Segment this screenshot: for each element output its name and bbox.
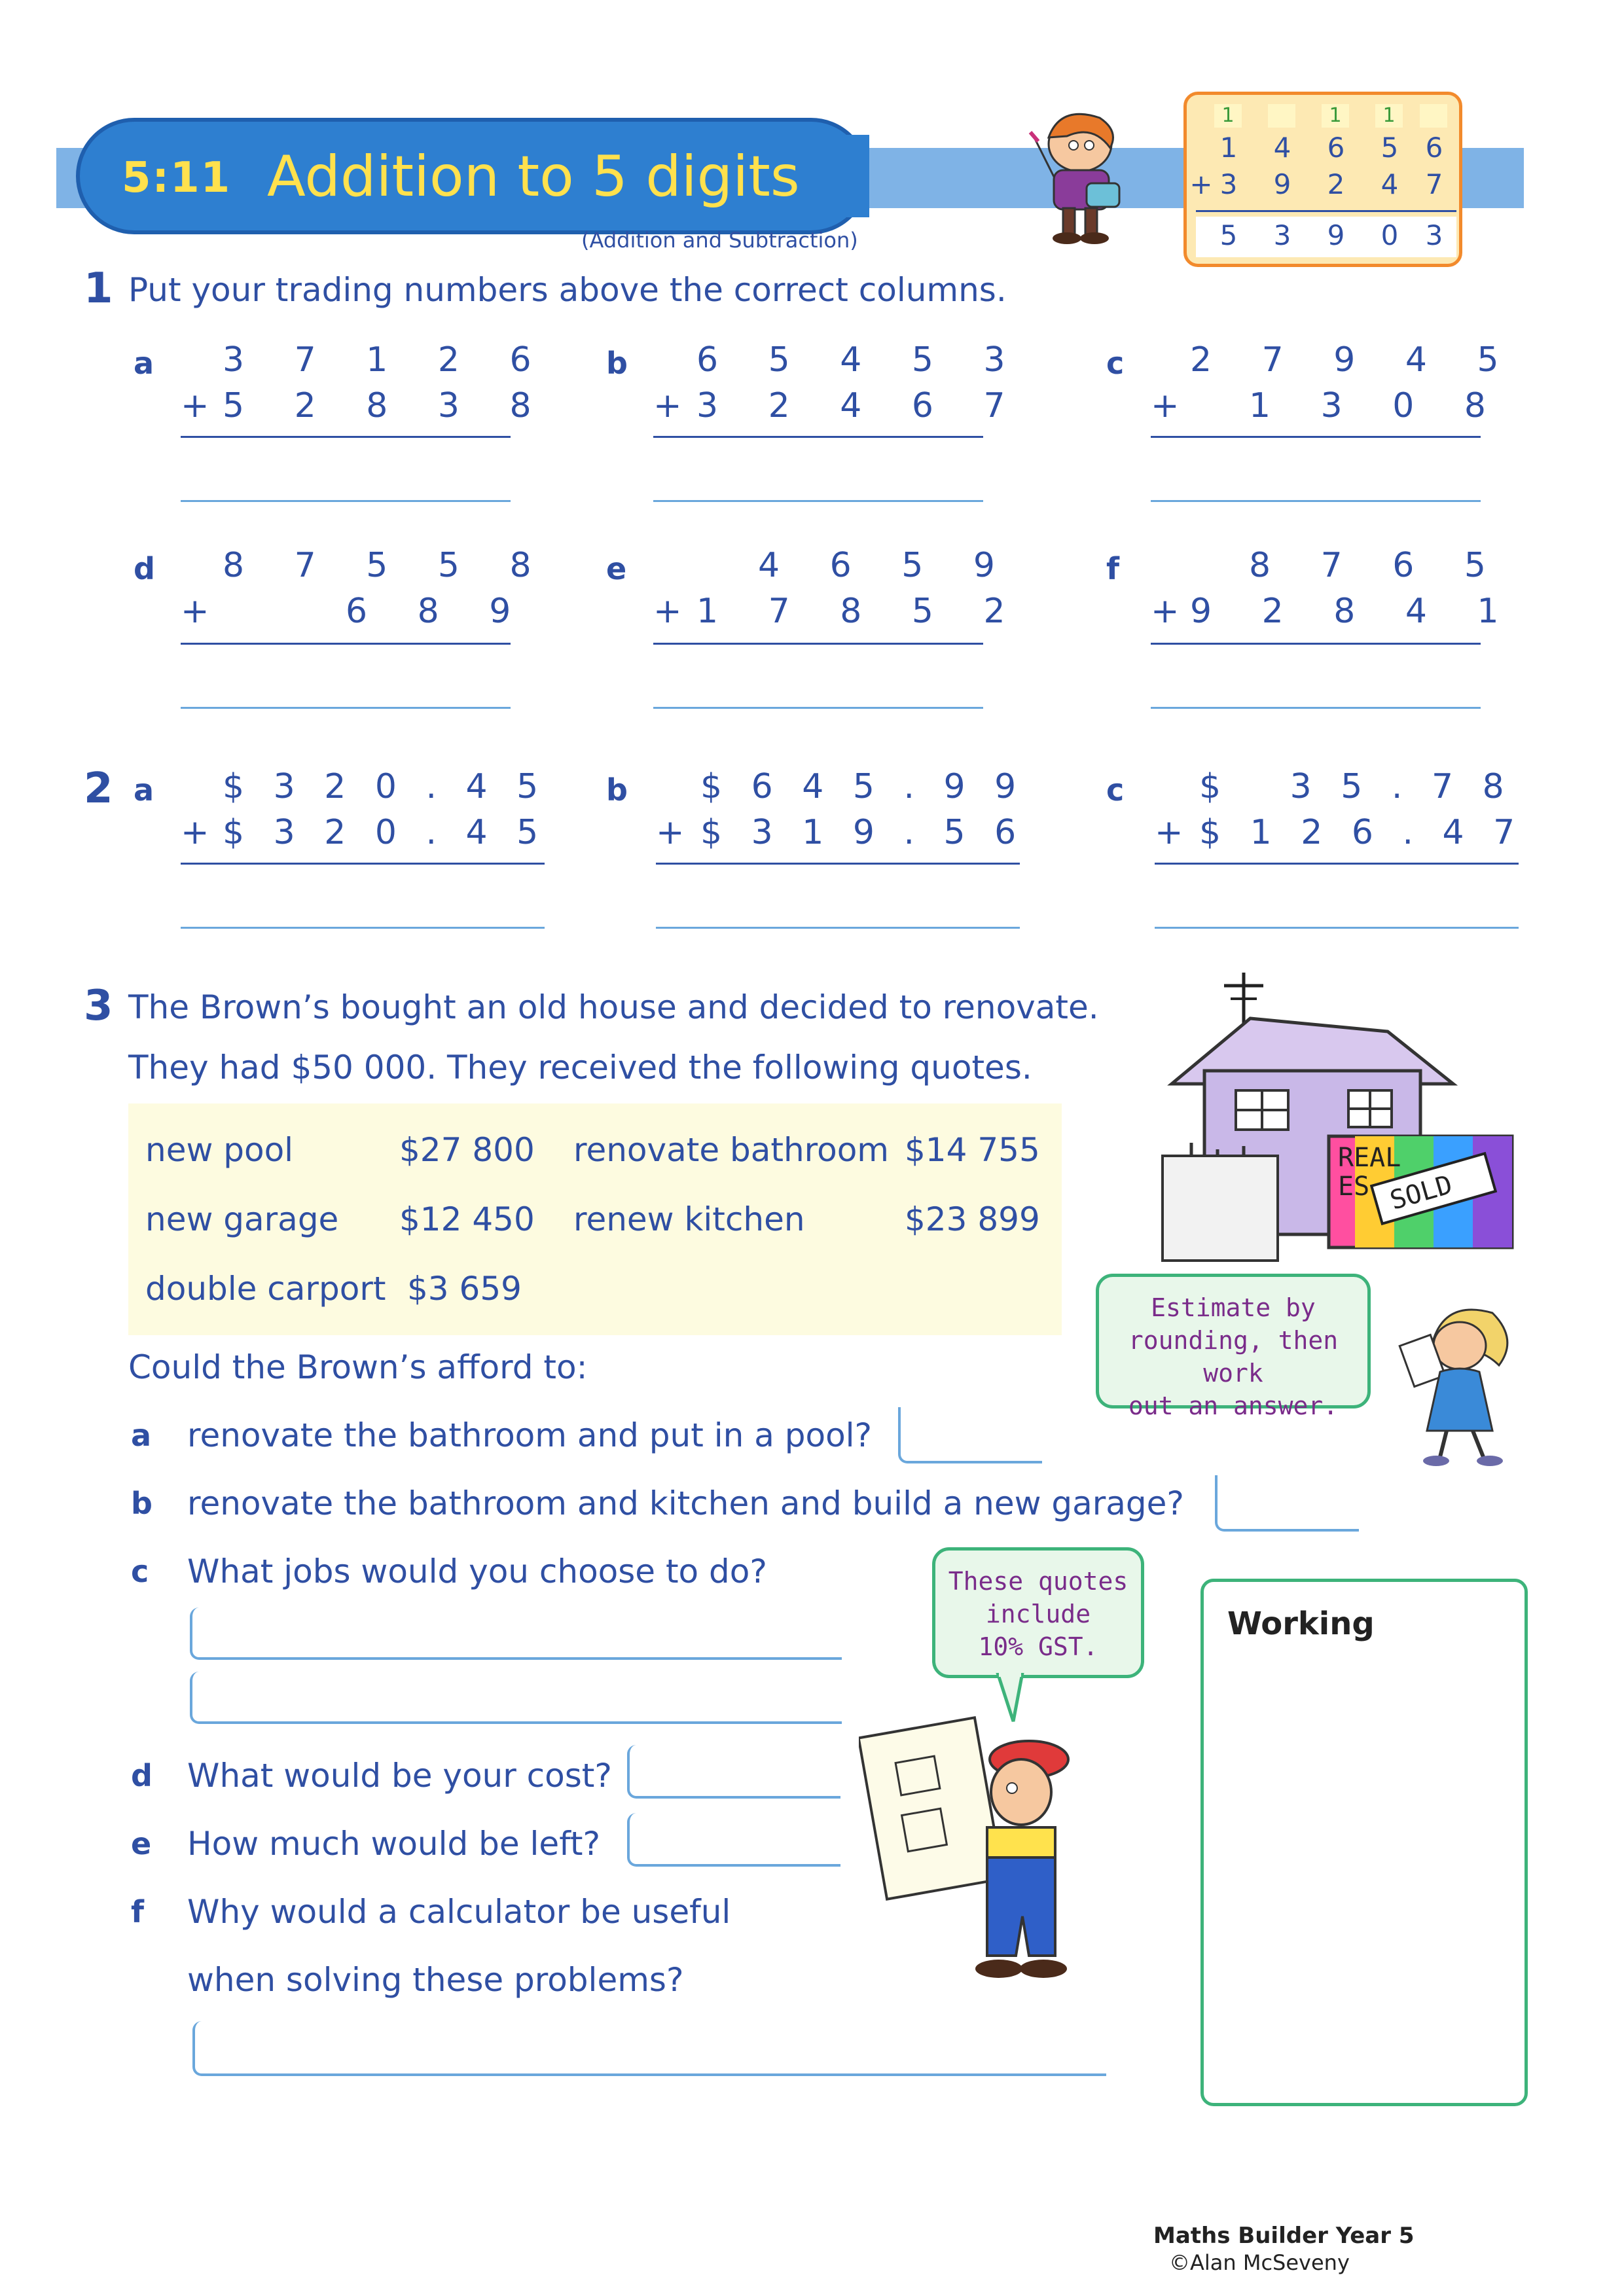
example-bottom-digit: 4 — [1380, 168, 1399, 200]
example-carry — [1420, 104, 1447, 128]
estimate-line-1: Estimate by — [1151, 1293, 1316, 1322]
answer-box[interactable] — [190, 1607, 842, 1660]
quote-price: $3 659 — [407, 1270, 522, 1308]
quote-item: new pool — [145, 1131, 294, 1169]
answer-box[interactable] — [627, 1813, 840, 1867]
q2-bottom: $ 1 2 6 . 4 7 — [1199, 813, 1525, 852]
example-carry: 1 — [1375, 104, 1403, 128]
q2-bottom: $ 3 1 9 . 5 6 — [700, 813, 1026, 852]
q1-label: f — [1106, 551, 1120, 586]
q2-bottom: $ 3 2 0 . 4 5 — [223, 813, 548, 852]
q1-bottom: 3 2 4 6 7 — [696, 386, 1025, 425]
example-carry — [1268, 104, 1295, 128]
example-sum-line — [1196, 210, 1456, 212]
sum-line — [1155, 863, 1519, 865]
q3-part-label: d — [131, 1758, 153, 1793]
question-3-lead: Could the Brown’s afford to: — [128, 1348, 588, 1386]
example-answer-digit: 9 — [1327, 219, 1345, 251]
question-1-number: 1 — [84, 264, 113, 313]
example-answer-digit: 5 — [1219, 219, 1238, 251]
gst-speech-bubble — [932, 1547, 1144, 1678]
q1-label: c — [1106, 346, 1125, 381]
quote-price: $12 450 — [399, 1200, 535, 1238]
q3-part-text: renovate the bathroom and put in a pool? — [187, 1416, 873, 1454]
q1-operator: + — [653, 386, 682, 425]
example-bottom-digit: 7 — [1425, 168, 1443, 200]
answer-box[interactable] — [192, 2021, 1106, 2076]
question-3-line2: They had $50 000. They received the following quotes. — [128, 1049, 1032, 1086]
sum-line — [181, 436, 511, 438]
example-card — [1183, 92, 1462, 267]
answer-box[interactable] — [190, 1672, 842, 1724]
house-illustration — [1159, 973, 1525, 1267]
answer-box[interactable] — [898, 1407, 1042, 1463]
quote-item: renew kitchen — [573, 1200, 805, 1238]
answer-line[interactable] — [181, 927, 545, 929]
quote-item: double carport — [145, 1270, 386, 1308]
answer-line[interactable] — [181, 500, 511, 502]
q1-bottom: 5 2 8 3 8 — [223, 386, 551, 425]
q1-operator: + — [181, 592, 209, 631]
q1-operator: + — [653, 592, 682, 631]
q1-top: 8 7 5 5 8 — [223, 546, 551, 585]
q3-part-label: e — [131, 1826, 152, 1861]
q1-top: 4 6 5 9 — [758, 546, 1015, 585]
answer-line[interactable] — [653, 707, 983, 709]
q1-bottom: 6 8 9 — [346, 592, 531, 631]
example-top-digit: 5 — [1380, 132, 1399, 164]
q2-operator: + — [181, 813, 209, 852]
estimate-line-3: out an answer. — [1128, 1391, 1339, 1420]
q1-top: 8 7 6 5 — [1249, 546, 1506, 585]
girl-illustration — [1388, 1300, 1532, 1470]
page-subtitle: (Addition and Subtraction) — [581, 228, 858, 253]
answer-line[interactable] — [181, 707, 511, 709]
question-2-number: 2 — [84, 764, 113, 813]
answer-box[interactable] — [1215, 1475, 1359, 1532]
q3-part-text: What jobs would you choose to do? — [187, 1552, 767, 1590]
example-top-digit: 1 — [1219, 132, 1238, 164]
q3-part-text: What would be your cost? — [187, 1757, 612, 1795]
example-operator: + — [1189, 168, 1213, 200]
q1-top: 3 7 1 2 6 — [223, 340, 551, 380]
section-number: 5:11 — [122, 154, 232, 202]
working-box[interactable] — [1200, 1579, 1528, 2106]
sum-line — [653, 436, 983, 438]
q2-top: $ 3 5 . 7 8 — [1199, 767, 1513, 806]
answer-box[interactable] — [627, 1745, 840, 1799]
footer-copyright: ©Alan McSeveny — [1169, 2250, 1350, 2275]
q2-top: $ 3 2 0 . 4 5 — [223, 767, 548, 806]
estimate-speech-bubble — [1096, 1274, 1371, 1420]
quote-price: $14 755 — [905, 1131, 1040, 1169]
q2-label: a — [134, 772, 154, 808]
q2-label: c — [1106, 772, 1125, 808]
sign-es-text: ES — [1338, 1172, 1370, 1202]
answer-line[interactable] — [1155, 927, 1519, 929]
sum-line — [1151, 643, 1481, 645]
q1-label: d — [134, 551, 155, 586]
q3-part-text: How much would be left? — [187, 1825, 601, 1863]
example-answer-digit: 3 — [1273, 219, 1291, 251]
q1-bottom: 1 3 0 8 — [1249, 386, 1506, 425]
q3-part-text: renovate the bathroom and kitchen and build a new garage? — [187, 1484, 1184, 1522]
answer-line[interactable] — [653, 500, 983, 502]
q3-part-text-line2: when solving these problems? — [187, 1961, 684, 1999]
example-carry: 1 — [1214, 104, 1242, 128]
q2-operator: + — [1155, 813, 1183, 852]
sum-line — [181, 863, 545, 865]
q1-bottom: 9 2 8 4 1 — [1190, 592, 1519, 631]
q1-label: b — [606, 346, 628, 381]
q2-top: $ 6 4 5 . 9 9 — [700, 767, 1026, 806]
q3-part-label: b — [131, 1486, 153, 1521]
footer-book-title: Maths Builder Year 5 — [1153, 2223, 1415, 2249]
quote-item: new garage — [145, 1200, 339, 1238]
q2-operator: + — [656, 813, 685, 852]
q3-part-label: a — [131, 1418, 152, 1453]
example-bottom-digit: 2 — [1327, 168, 1345, 200]
example-carry: 1 — [1322, 104, 1349, 128]
question-3-line1: The Brown’s bought an old house and decided to renovate. — [128, 988, 1099, 1026]
sum-line — [1151, 436, 1481, 438]
q1-label: e — [606, 551, 627, 586]
q1-top: 2 7 9 4 5 — [1190, 340, 1519, 380]
q3-part-label: c — [131, 1554, 149, 1589]
child-illustration — [1008, 98, 1139, 249]
gst-line-3: 10% GST. — [978, 1632, 1098, 1661]
working-label: Working — [1227, 1605, 1375, 1642]
sum-line — [181, 643, 511, 645]
q1-operator: + — [181, 386, 209, 425]
page-title: Addition to 5 digits — [267, 144, 800, 209]
example-top-digit: 6 — [1327, 132, 1345, 164]
example-bottom-digit: 3 — [1219, 168, 1238, 200]
estimate-line-2: rounding, then work — [1128, 1326, 1339, 1388]
q1-top: 6 5 4 5 3 — [696, 340, 1025, 380]
q2-label: b — [606, 772, 628, 808]
q3-part-label: f — [131, 1894, 145, 1929]
q1-operator: + — [1151, 386, 1180, 425]
quote-item: renovate bathroom — [573, 1131, 890, 1169]
q3-part-text: Why would a calculator be useful — [187, 1893, 731, 1931]
answer-line[interactable] — [1151, 500, 1481, 502]
quote-price: $27 800 — [399, 1131, 535, 1169]
question-1-instruction: Put your trading numbers above the correct columns. — [128, 271, 1007, 309]
builder-illustration — [859, 1707, 1121, 2008]
sum-line — [656, 863, 1020, 865]
q1-label: a — [134, 346, 154, 381]
answer-line[interactable] — [656, 927, 1020, 929]
sum-line — [653, 643, 983, 645]
example-bottom-digit: 9 — [1273, 168, 1291, 200]
sign-sold-text: SOLD — [1386, 1170, 1456, 1216]
quote-price: $23 899 — [905, 1200, 1040, 1238]
example-top-digit: 6 — [1425, 132, 1443, 164]
gst-line-1: These quotes — [948, 1567, 1128, 1596]
example-answer-digit: 3 — [1425, 219, 1443, 251]
example-top-digit: 4 — [1273, 132, 1291, 164]
q1-bottom: 1 7 8 5 2 — [696, 592, 1025, 631]
answer-line[interactable] — [1151, 707, 1481, 709]
question-3-number: 3 — [84, 982, 113, 1030]
sign-real-text: REAL — [1338, 1143, 1401, 1173]
gst-line-2: include — [985, 1600, 1091, 1628]
example-answer-digit: 0 — [1380, 219, 1399, 251]
q1-operator: + — [1151, 592, 1180, 631]
